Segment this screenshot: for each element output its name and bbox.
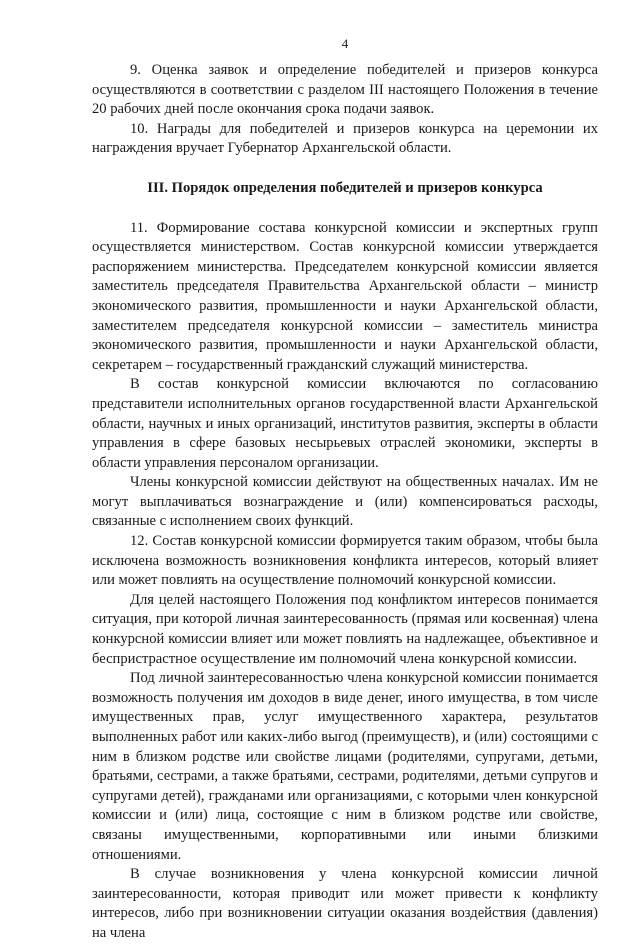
- paragraph-12: 12. Состав конкурсной комиссии формируется таким образом, чтобы была исключена возможность возникновения конфликта интересов, который влияет или может повлиять на осуществление полномочий конкурсной комиссии.: [92, 533, 598, 589]
- paragraph-10: 10. Награды для победителей и призеров конкурса на церемонии их награждения вручает Губернатор Архангельской области.: [92, 120, 598, 157]
- paragraph-personal-interest: Под личной заинтересованностью члена конкурсной комиссии понимается возможность получения им доходов в виде денег, иного имущества, в том числе имущественных прав, услуг имущественного характера, результатов выполненных работ или каких-либо выгод (преимуществ), и (или) состоящими с ним в близком родстве или свойстве лицами (родителями, супругами, детьми, братьями, сестрами, а также братьями, сестрами, родителями, детьми супругов и супругами детей), гражданами или организациями, с которыми член конкурсной комиссии и (или) лица, состоящие с ним в близком родстве или свойстве, связаны имущественными, корпоративными или иными близкими отношениями.: [92, 670, 598, 863]
- paragraph-commission-composition: В состав конкурсной комиссии включаются по согласованию представители исполнительных органов государственной власти Архангельской области, научных и иных организаций, институтов развития, эксперты в области управления в сфере базовых несырьевых отраслей экономики, эксперты в области управления персоналом организации.: [92, 376, 598, 471]
- paragraph-conflict-definition: Для целей настоящего Положения под конфликтом интересов понимается ситуация, при которой личная заинтересованность (прямая или косвенная) члена конкурсной комиссии влияет или может повлиять на надлежащее, объективное и беспристрастное осуществление им полномочий члена конкурсной комиссии.: [92, 591, 598, 667]
- section-heading: III. Порядок определения победителей и призеров конкурса: [147, 179, 543, 196]
- paragraph-commission-members: Члены конкурсной комиссии действуют на общественных началах. Им не могут выплачиваться вознаграждение и (или) компенсироваться расходы, связанные с исполнением своих функций.: [92, 474, 598, 530]
- paragraph-conflict-case: В случае возникновения у члена конкурсной комиссии личной заинтересованности, которая приводит или может привести к конфликту интересов, либо при возникновении ситуации оказания воздействия (давления) на члена: [92, 866, 598, 941]
- paragraph-11: 11. Формирование состава конкурсной комиссии и экспертных групп осуществляется министерством. Состав конкурсной комиссии утверждается распоряжением министерства. Председателем конкурсной комиссии является заместитель председателя Правительства Архангельской области – министр экономического развития, промышленности и науки Архангельской области, заместителем председателя конкурсной комиссии – заместитель министра экономического развития, промышленности и науки Архангельской области, секретарем – государственный гражданский служащий министерства.: [92, 219, 598, 373]
- document-page: [92, 36, 598, 944]
- paragraph-9: 9. Оценка заявок и определение победителей и призеров конкурса осуществляются в соответствии с разделом III настоящего Положения в течение 20 рабочих дней после окончания срока подачи заявок.: [92, 62, 598, 118]
- page-number: 4: [341, 36, 349, 51]
